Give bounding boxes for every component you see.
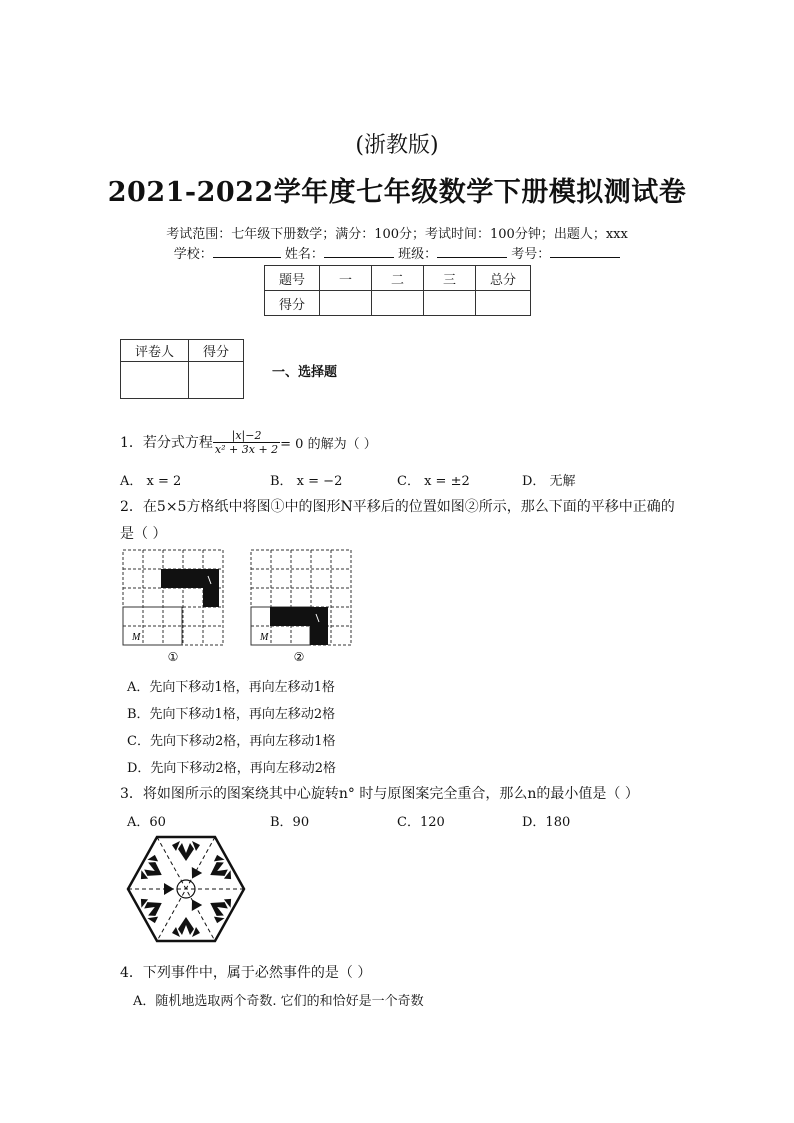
student-info-line: [0, 243, 794, 262]
fig2-label: ②: [293, 650, 305, 664]
shape-n: [161, 569, 219, 607]
exam-title: 2021-2022学年度七年级数学下册模拟测试卷: [107, 177, 687, 208]
question-3-stem: 3．将如图所示的图案绕其中心旋转n° 时与原图案完全重合，那么n的最小值是（ ）: [120, 786, 639, 802]
m-label: M: [132, 632, 141, 643]
fraction-denominator: x² + 3x + 2: [214, 442, 279, 456]
option-d[interactable]: D．先向下移动2格，再向左移动2格: [127, 761, 336, 776]
name-label: 姓名：: [284, 247, 324, 262]
question-1-stem: [120, 424, 377, 460]
grid-figure-2: [246, 546, 358, 666]
grader-header-cell: 评卷人: [121, 340, 189, 362]
score-cell[interactable]: [372, 291, 424, 316]
option-b[interactable]: B． x = −2: [270, 474, 343, 489]
score-header-cell: 三: [424, 266, 476, 291]
question-1-fraction: [213, 429, 280, 456]
question-1-prefix: 1．若分式方程: [120, 435, 213, 451]
question-2-stem-line2: 是（ ）: [120, 526, 167, 542]
grid-figure-1: [118, 546, 230, 666]
grader-cell[interactable]: [189, 362, 244, 399]
question-2-stem-line1: 2．在5×5方格纸中将图①中的图形N平移后的位置如图②所示，那么下面的平移中正确的: [120, 499, 675, 515]
score-header-cell: 一: [320, 266, 372, 291]
name-blank: [324, 245, 394, 258]
option-b[interactable]: B．90: [270, 815, 310, 830]
question-4-stem: 4．下列事件中，属于必然事件的是（ ）: [120, 965, 372, 981]
option-c[interactable]: C．先向下移动2格，再向左移动1格: [127, 734, 336, 749]
fig1-label: ①: [167, 650, 179, 664]
score-header-cell: 总分: [476, 266, 531, 291]
option-d[interactable]: D．180: [522, 815, 571, 830]
score-cell[interactable]: [320, 291, 372, 316]
grader-header-cell: 得分: [189, 340, 244, 362]
option-a[interactable]: A．随机地选取两个奇数. 它们的和恰好是一个奇数: [133, 994, 424, 1009]
option-c[interactable]: C．120: [397, 815, 445, 830]
hexagon-pattern-figure: [126, 834, 246, 944]
number-blank: [550, 245, 620, 258]
exam-version: (浙教版): [355, 133, 439, 158]
score-cell[interactable]: [476, 291, 531, 316]
score-header-cell: 二: [372, 266, 424, 291]
section-title: 一、选择题: [272, 365, 338, 380]
fraction-numerator: |x|−2: [213, 429, 280, 443]
option-b[interactable]: B．先向下移动1格，再向左移动2格: [127, 707, 336, 722]
school-label: 学校：: [173, 247, 213, 262]
score-header-cell: 题号: [265, 266, 320, 291]
class-blank: [437, 245, 507, 258]
class-label: 班级：: [398, 247, 438, 262]
m-label: M: [260, 632, 269, 643]
score-row-label: 得分: [265, 291, 320, 316]
option-c[interactable]: C． x = ±2: [397, 474, 470, 489]
number-label: 考号：: [511, 247, 551, 262]
option-a[interactable]: A． x = 2: [120, 474, 182, 489]
score-cell[interactable]: [424, 291, 476, 316]
grader-cell[interactable]: [121, 362, 189, 399]
score-table: [264, 265, 531, 316]
school-blank: [213, 245, 281, 258]
option-d[interactable]: D． 无解: [522, 474, 576, 489]
shape-n-translated: [270, 607, 328, 645]
grader-table: [120, 339, 244, 399]
question-1-suffix: = 0 的解为（ ）: [280, 436, 377, 452]
exam-info-line: 考试范围：七年级下册数学；满分：100分；考试时间：100分钟；出题人；xxx: [166, 227, 628, 242]
option-a[interactable]: A．60: [127, 815, 166, 830]
option-a[interactable]: A．先向下移动1格，再向左移动1格: [127, 680, 335, 695]
